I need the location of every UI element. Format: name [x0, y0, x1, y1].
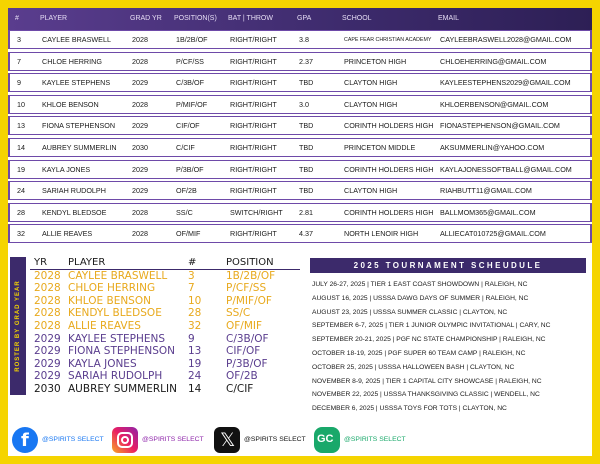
- cell-email[interactable]: CAYLEEBRASWELL2028@GMAIL.COM: [440, 35, 572, 44]
- cell-pos: P/3B/OF: [176, 164, 204, 174]
- cell-num: 24: [17, 186, 25, 196]
- roster-year-yr: 2028: [34, 282, 61, 295]
- roster-year-num: 32: [188, 319, 202, 332]
- cell-grad: 2029: [132, 78, 148, 88]
- roster-side-label: [10, 257, 26, 395]
- cell-grad: 2028: [132, 56, 148, 66]
- table-row: [8, 95, 592, 114]
- roster-year-row: [30, 270, 300, 283]
- roster-year-row: [30, 370, 300, 383]
- cell-grad: 2028: [132, 207, 148, 217]
- cell-gpa: TBD: [299, 78, 314, 88]
- roster-year-yr: 2028: [34, 294, 61, 307]
- roster-year-row: [30, 333, 300, 346]
- cell-gpa: 2.37: [299, 56, 313, 66]
- roster-year-num: 14: [188, 382, 202, 395]
- flyer: [8, 8, 592, 456]
- roster-year-player: KHLOE BENSON: [68, 294, 151, 307]
- cell-pos: SS/C: [176, 207, 193, 217]
- cell-gpa: TBD: [299, 142, 314, 152]
- cell-pos: P/CF/SS: [176, 56, 204, 66]
- instagram-label: @SPIRITS SELECT: [142, 436, 204, 443]
- roster-year-player: AUBREY SUMMERLIN: [68, 382, 177, 395]
- cell-grad: 2030: [132, 142, 148, 152]
- cell-pos: C/3B/OF: [176, 78, 204, 88]
- roster-year-yr: 2029: [34, 370, 61, 383]
- table-row: [8, 181, 592, 200]
- cell-gpa: TBD: [299, 164, 314, 174]
- roster-table: [8, 30, 592, 246]
- cell-email[interactable]: ALLIECAT010725@GMAIL.COM: [440, 229, 546, 239]
- table-row: [8, 73, 592, 92]
- cell-email[interactable]: CHLOEHERRING@GMAIL.COM: [440, 56, 547, 66]
- header-school: SCHOOL: [342, 15, 372, 22]
- cell-pos: OF/2B: [176, 186, 197, 196]
- table-row: [8, 30, 592, 49]
- header-position: POSITION(S): [174, 15, 217, 22]
- table-row: [8, 224, 592, 243]
- gamechanger-icon: GC: [314, 427, 340, 453]
- schedule-item: AUGUST 16, 2025 | USSSA DAWG DAYS OF SUMMER | RALEIGH, NC: [312, 294, 529, 302]
- cell-bat: RIGHT/RIGHT: [230, 121, 277, 131]
- roster-year-player: CAYLEE BRASWELL: [68, 269, 168, 282]
- cell-email[interactable]: AKSUMMERLIN@YAHOO.COM: [440, 142, 545, 152]
- cell-grad: 2028: [132, 229, 148, 239]
- cell-school: CLAYTON HIGH: [344, 99, 398, 109]
- cell-pos: OF/MIF: [176, 229, 201, 239]
- roster-year-pos: 1B/2B/OF: [226, 269, 276, 282]
- roster-year-row: [30, 345, 300, 358]
- roster-year-player: KAYLEE STEPHENS: [68, 332, 166, 345]
- schedule-title: 2025 TOURNAMENT SCHEUDULE: [310, 258, 586, 273]
- cell-player: FIONA STEPHENSON: [42, 121, 116, 131]
- cell-school: CLAYTON HIGH: [344, 78, 398, 88]
- schedule-item: JULY 26-27, 2025 | TIER 1 EAST COAST SHOWDOWN | RALEIGH, NC: [312, 281, 528, 288]
- roster-year-pos: P/MIF/OF: [226, 294, 272, 307]
- roster-year-yr: 2028: [34, 307, 61, 320]
- roster-year-player: ALLIE REAVES: [68, 319, 141, 332]
- schedule-list: [312, 278, 588, 416]
- roster-table-header: [8, 8, 592, 30]
- schedule-item: SEPTEMBER 20-21, 2025 | PGF NC STATE CHAMPIONSHIP | RALEIGH, NC: [312, 336, 546, 344]
- cell-school: NORTH LENOIR HIGH: [344, 229, 419, 239]
- schedule-item: OCTOBER 25, 2025 | USSSA HALLOWEEN BASH | CLAYTON, NC: [312, 363, 515, 371]
- cell-email[interactable]: KAYLEESTEPHENS2029@GMAIL.COM: [440, 78, 571, 88]
- cell-pos: 1B/2B/OF: [176, 35, 208, 44]
- roster-year-row: [30, 307, 300, 320]
- cell-grad: 2029: [132, 164, 148, 174]
- cell-num: 10: [17, 99, 25, 109]
- cell-bat: RIGHT/RIGHT: [230, 164, 277, 174]
- roster-year-num: 10: [188, 294, 202, 307]
- cell-bat: RIGHT/RIGHT: [230, 142, 277, 152]
- roster-by-year: [30, 257, 300, 396]
- instagram-icon: [112, 427, 138, 453]
- cell-bat: RIGHT/RIGHT: [230, 78, 277, 88]
- cell-num: 28: [17, 207, 25, 217]
- cell-school: CLAYTON HIGH: [344, 186, 398, 196]
- roster-year-pos: P/CF/SS: [226, 282, 267, 295]
- cell-grad: 2028: [132, 35, 148, 44]
- roster-year-num: 7: [188, 282, 195, 295]
- cell-bat: RIGHT/RIGHT: [230, 56, 277, 66]
- position-header: POSITION: [226, 257, 274, 268]
- cell-player: KENDYL BLEDSOE: [42, 207, 107, 217]
- cell-num: 9: [17, 78, 21, 88]
- header-gpa: GPA: [297, 15, 312, 22]
- schedule-item: NOVEMBER 8-9, 2025 | TIER 1 CAPITAL CITY SHOWCASE | RALEIGH, NC: [312, 377, 542, 385]
- cell-email[interactable]: KAYLAJONESSOFTBALL@GMAIL.COM: [440, 164, 572, 174]
- roster-year-num: 28: [188, 307, 202, 320]
- cell-gpa: 4.37: [299, 229, 313, 239]
- yr-header: YR: [34, 257, 48, 268]
- cell-bat: RIGHT/RIGHT: [230, 35, 277, 44]
- x-label: @SPIRITS SELECT: [244, 436, 306, 443]
- facebook-icon: f: [12, 427, 38, 453]
- table-row: [8, 138, 592, 157]
- roster-year-player: FIONA STEPHENSON: [68, 345, 175, 358]
- cell-school: PRINCETON HIGH: [344, 56, 407, 66]
- facebook-label: @SPIRITS SELECT: [42, 436, 104, 443]
- roster-year-yr: 2028: [34, 269, 61, 282]
- roster-year-num: 19: [188, 357, 202, 370]
- roster-year-num: 3: [188, 269, 195, 282]
- cell-gpa: TBD: [299, 121, 314, 131]
- cell-player: CAYLEE BRASWELL: [42, 35, 111, 44]
- cell-gpa: TBD: [299, 186, 314, 196]
- roster-year-pos: C/3B/OF: [226, 332, 269, 345]
- cell-email[interactable]: RIAHBUTT11@GMAIL.COM: [440, 186, 532, 196]
- cell-gpa: 3.0: [299, 99, 309, 109]
- roster-year-player: KAYLA JONES: [68, 357, 137, 370]
- roster-year-row: [30, 295, 300, 308]
- roster-year-pos: OF/MIF: [226, 319, 263, 332]
- roster-year-num: 9: [188, 332, 195, 345]
- roster-year-yr: 2029: [34, 332, 61, 345]
- schedule-item: OCTOBER 18-19, 2025 | PGF SUPER 60 TEAM CAMP | RALEIGH, NC: [312, 349, 526, 357]
- cell-email[interactable]: KHLOERBENSON@GMAIL.COM: [440, 99, 549, 109]
- cell-email[interactable]: BALLMOM365@GMAIL.COM: [440, 207, 536, 217]
- cell-gpa: 3.8: [299, 35, 309, 44]
- header-email: EMAIL: [438, 15, 460, 22]
- schedule-item: NOVEMBER 22, 2025 | USSSA THANKSGIVING CLASSIC | WENDELL, NC: [312, 391, 540, 399]
- cell-school: CORINTH HOLDERS HIGH: [344, 121, 434, 131]
- cell-player: KAYLEE STEPHENS: [42, 78, 111, 88]
- cell-school: CORINTH HOLDERS HIGH: [344, 207, 434, 217]
- cell-pos: C/CIF: [176, 142, 195, 152]
- roster-year-row: [30, 358, 300, 371]
- cell-bat: RIGHT/RIGHT: [230, 186, 277, 196]
- roster-year-row: [30, 320, 300, 333]
- cell-bat: SWITCH/RIGHT: [230, 207, 283, 217]
- roster-year-yr: 2029: [34, 357, 61, 370]
- x-icon: 𝕏: [214, 427, 240, 453]
- cell-grad: 2029: [132, 186, 148, 196]
- table-row: [8, 160, 592, 179]
- cell-grad: 2028: [132, 99, 148, 109]
- roster-year-row: [30, 282, 300, 295]
- roster-year-pos: CIF/OF: [226, 345, 261, 358]
- roster-year-player: CHLOE HERRING: [68, 282, 156, 295]
- cell-player: AUBREY SUMMERLIN: [42, 142, 117, 152]
- roster-year-yr: 2030: [34, 382, 61, 395]
- gamechanger-label: @SPIRITS SELECT: [344, 436, 406, 443]
- cell-num: 3: [17, 35, 21, 44]
- cell-bat: RIGHT/RIGHT: [230, 99, 277, 109]
- cell-player: SARIAH RUDOLPH: [42, 186, 106, 196]
- schedule-item: SEPTEMBER 6-7, 2025 | TIER 1 JUNIOR OLYMPIC INVITATIONAL | CARY, NC: [312, 322, 551, 330]
- side-label-text: ROSTER BY GRAD YEAR: [15, 280, 21, 372]
- player-header: PLAYER: [68, 257, 106, 268]
- schedule-item: AUGUST 23, 2025 | USSSA SUMMER CLASSIC | CLAYTON, NC: [312, 308, 508, 316]
- cell-player: KAYLA JONES: [42, 164, 91, 174]
- roster-year-pos: SS/C: [226, 307, 251, 320]
- cell-player: CHLOE HERRING: [42, 56, 102, 66]
- roster-year-player: SARIAH RUDOLPH: [68, 370, 163, 383]
- roster-year-num: 13: [188, 345, 202, 358]
- header-grad: GRAD YR: [130, 15, 162, 22]
- schedule-item: DECEMBER 6, 2025 | USSSA TOYS FOR TOTS | CLAYTON, NC: [312, 405, 507, 413]
- cell-gpa: 2.81: [299, 207, 313, 217]
- roster-year-num: 24: [188, 370, 202, 383]
- num-header: #: [188, 257, 197, 268]
- header-player: PLAYER: [40, 15, 68, 22]
- header-num: #: [15, 15, 19, 22]
- roster-year-yr: 2028: [34, 319, 61, 332]
- roster-year-pos: C/CIF: [226, 382, 254, 395]
- roster-year-yr: 2029: [34, 345, 61, 358]
- table-row: [8, 52, 592, 71]
- cell-grad: 2029: [132, 121, 148, 131]
- roster-year-player: KENDYL BLEDSOE: [68, 307, 162, 320]
- cell-school: PRINCETON MIDDLE: [344, 142, 416, 152]
- cell-pos: P/MIF/OF: [176, 99, 208, 109]
- table-row: [8, 116, 592, 135]
- cell-bat: RIGHT/RIGHT: [230, 229, 277, 239]
- cell-email[interactable]: FIONASTEPHENSON@GMAIL.COM: [440, 121, 560, 131]
- cell-num: 19: [17, 164, 25, 174]
- cell-num: 13: [17, 121, 25, 131]
- cell-pos: CIF/OF: [176, 121, 200, 131]
- table-row: [8, 203, 592, 222]
- cell-school: CAPE FEAR CHRISTIAN ACADEMY: [344, 37, 432, 43]
- roster-year-pos: P/3B/OF: [226, 357, 268, 370]
- roster-year-pos: OF/2B: [226, 370, 258, 383]
- header-bat-throw: BAT | THROW: [228, 15, 273, 22]
- cell-num: 14: [17, 142, 25, 152]
- cell-num: 7: [17, 56, 21, 66]
- cell-player: ALLIE REAVES: [42, 229, 93, 239]
- cell-player: KHLOE BENSON: [42, 99, 99, 109]
- roster-by-year-header: [30, 257, 300, 270]
- roster-year-row: [30, 383, 300, 396]
- cell-num: 32: [17, 229, 25, 239]
- cell-school: CORINTH HOLDERS HIGH: [344, 164, 434, 174]
